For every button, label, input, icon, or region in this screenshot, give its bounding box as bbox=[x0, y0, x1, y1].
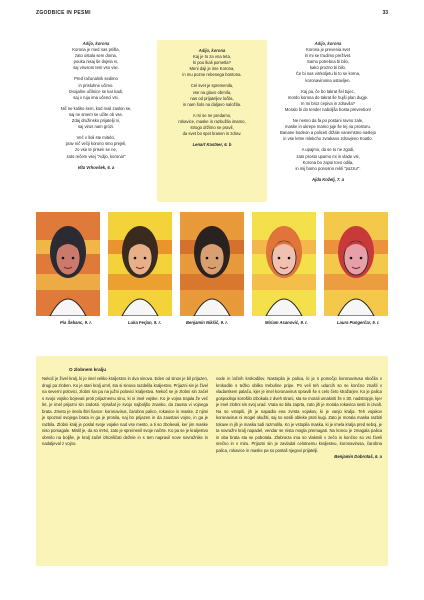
portrait-eye bbox=[360, 257, 363, 260]
portrait-caption: Luka Ferjan, 9. r. bbox=[128, 320, 162, 325]
poem-line: rokavice, maske in razkužila imamo, bbox=[178, 118, 246, 124]
poem-stanza bbox=[268, 147, 388, 171]
poem-line: Cel svet je spremenila, bbox=[190, 83, 234, 89]
poem-title: Adijo, korona bbox=[198, 48, 226, 53]
poem-line: Ne nesno da fa po postani ravno zale, bbox=[292, 118, 364, 124]
poem-line: kako prozno bi bilo. bbox=[309, 65, 347, 71]
poem-line: in vse letne mlekcho zvrakano zdravjeno Koatlo. bbox=[283, 136, 373, 142]
poem-line: saj virus nam grozi. bbox=[77, 124, 115, 130]
poem-title: Adijo, korona bbox=[82, 41, 110, 46]
poem-line: in mu pozne rebenega bontona. bbox=[182, 72, 242, 78]
poem-line: ki pou lkali pometla? bbox=[193, 60, 231, 66]
poem-author: Lenart Kastner, 6. b bbox=[192, 142, 232, 148]
poem-line: In mi broz cepiva in zdravila? bbox=[301, 100, 355, 106]
poem-line: Zdaj družinsko prijatelji ni, bbox=[71, 118, 121, 124]
poem-line: Banane bodeon a policeti držale vanemstno naslejo bbox=[280, 130, 376, 136]
poem-stanza bbox=[268, 47, 388, 84]
portrait-eye bbox=[72, 257, 75, 260]
story-column-2 bbox=[216, 376, 382, 461]
portrait-caption: Pia Šebanc, 9. r. bbox=[60, 320, 92, 325]
poem-stanza bbox=[36, 76, 156, 100]
story-box bbox=[36, 356, 388, 566]
portrait-image bbox=[180, 212, 244, 316]
portrait-gallery bbox=[36, 212, 388, 328]
poem-line: saj virusom tem vso vse. bbox=[73, 65, 119, 71]
portrait-image bbox=[324, 212, 388, 316]
portrait-eye bbox=[134, 257, 137, 260]
poem-line: prav nič večji korono smo prejeli, bbox=[65, 141, 127, 147]
poem-line: saj ne smem se učite ob vse. bbox=[69, 111, 123, 117]
portrait-caption: Benjamin Nikšič, 9. r. bbox=[186, 320, 228, 325]
portrait-eye bbox=[216, 257, 219, 260]
poem-1 bbox=[36, 41, 156, 171]
poem-line: maske in ukrepe mamo juje še tej na prostoru. bbox=[285, 124, 371, 130]
poem-line: in prisluhne učimo. bbox=[78, 82, 114, 88]
story-text: vode in lačnih krokodilov. Nastopila je palica, ki je s pomočjo koronavirusa skočila v krokodile s težko obliko trebušne pripe. Po veli teh udarcih so se končno znašli v vladarskem palaču, kjer je imel koronavirus opravili še s celo četo stražarjev. Ko je palica gospodinja korošilo izbokala z dveh strani, sta se morali umakniti že v 30. nadstropje, kjer je imel zlobni sin svoj urad. Vrata so bila zaprta, zato jih je morala rokavica sesti in izvalt. Na so vstopili, jih je napadla ena zvrsta vojakov, ki je vanjo kralja. Teh vojakov koronavirus ni mogel okužiti, saj so nosili obleke proti kugi. Zato je morala maska razbiti tokave in jih je maska tudi razmolila. Ko je vstopila maska, ki je imela kralja pred seboj, je ta sovražni kralj napadel, vendar se nista mogla premagati. Na koncu je zmagala palica in oba brata sta se pobotala. Zlobneza ima so vlakmili v zečo in končno so vsi živeli srečno in v miru. Prijazni sin je zavladal celotnemu kraljestvu, koronavirusa, čarobna palica, rokavice in maske pa so postali njegovi prijatelji. bbox=[216, 376, 382, 453]
poem-author: Ajda Koželj, 7. a bbox=[312, 176, 344, 182]
poem-line: Korona je med nas prišla, bbox=[72, 47, 120, 53]
poem-line: Če bi nas virrkoljetu bi to se korna, bbox=[295, 71, 361, 77]
poem-line: mordo korona do takrat še hujši plan dugje. bbox=[287, 94, 369, 100]
poem-line: zato ostala sem doma, bbox=[74, 53, 118, 59]
poem-line: Izvajalne učilnice se kar kadi, bbox=[68, 88, 124, 94]
poem-line: Kaj je to za vna teta, bbox=[193, 54, 231, 60]
portrait-eye bbox=[206, 257, 209, 260]
poem-stanza bbox=[36, 106, 156, 130]
poem-stanza bbox=[268, 89, 388, 113]
poem-line: Kaj pa, če bo takrat šel tujec, bbox=[301, 88, 355, 94]
poem-line: zo vse te prisen se ne, bbox=[75, 147, 117, 153]
poem-line: Meni daji je ime Korona, bbox=[189, 66, 235, 72]
poem-3 bbox=[268, 41, 388, 183]
poem-line: in nam šolo na daljavo naložila. bbox=[182, 101, 242, 107]
poem-line: A upajmo, da se to ne zgodi, bbox=[301, 147, 355, 153]
page-header bbox=[36, 10, 388, 20]
poem-line: strogo držimo se pravil, bbox=[190, 125, 234, 131]
poem-stanza bbox=[268, 118, 388, 142]
poem-line: Pred računalnik sedimo bbox=[74, 76, 118, 82]
poem-stanza bbox=[36, 47, 156, 71]
poem-line: in mij bomo ponosno rekli "pozzu!". bbox=[295, 165, 361, 171]
portrait-eye bbox=[144, 257, 147, 260]
poem-line: vse na glavo obrnila, bbox=[192, 89, 232, 95]
portrait-image bbox=[108, 212, 172, 316]
story-title: O zlobnem kralju bbox=[69, 367, 107, 372]
poem-line: zato rečem vsej "Adijo, korona!" bbox=[66, 153, 126, 159]
poem-stanza bbox=[157, 83, 267, 107]
portrait-image bbox=[36, 212, 100, 316]
poem-stanza bbox=[36, 135, 156, 159]
poem-line: Korona bo zapoi tovo odila, bbox=[302, 159, 354, 165]
portrait-image bbox=[252, 212, 316, 316]
poem-line: zato prosto upamo mi in vlade vsi, bbox=[296, 153, 360, 159]
story-author: Benjamin Dobrotaš, 6. a bbox=[334, 454, 382, 459]
portrait-eye bbox=[62, 257, 65, 260]
poem-line: Korona je prevenia svet bbox=[306, 47, 350, 53]
portrait-eye bbox=[278, 257, 281, 260]
poem-line: Nič ne koliko sem, kod mali zaslon se, bbox=[60, 105, 132, 111]
portrait-caption: Miriam Asanović, 9. r. bbox=[265, 320, 308, 325]
poem-line: saj v ruju ima učenci vsi. bbox=[73, 94, 119, 100]
poem-line: Več v šoli ste mitelci, bbox=[76, 135, 116, 141]
story-column-1: Nekoč je živel kralj, ki je imel veliko kraljestvo in dva sinova. Eden od sinov je bil prijazen, drugi pa zloben. Ko je stari kralj umrl, sta si sinova razdelila kraljestvo. Prijazni sin je živel na severni polovici, zlobni sin pa na južni polovici kraljestva. Nekoč se je zlobni sin začel s svojo vojsko bojevati proti prijaznemu sinu, ki ni imel vojske. Ko je vojna trajala že več let, je imel prijazni sin zadosti. Vprašal je svojo najboljšo znanko, da zausta vi vojnega brata. Zmeto je imela štiri fiance: koronavirus, čarobno palico, rokavice in maske. Z njimi je spoznal svojega brata in ga je prosila, naj bo prijazen in da zaustavi vojno, in ga je razbila. Zlobni kralj je poslal svoje vojake nad vse mesto, a ti so zbolevali, ker jim maske niso pomagale. Mislil je, da so mrtvi, zato je spremenil svoje načrte. Ko pa se je kraljestvo obrnilo na boljše, je kralj začel izkoriščati dežele in s tem napravil nove sovražnike in nadaljeval z vojno. bbox=[42, 376, 208, 446]
poem-line: Samo potrebna bi bilo, bbox=[307, 59, 349, 65]
section-title: ZGODBICE IN PESMI bbox=[36, 10, 91, 16]
page-number: 33 bbox=[382, 10, 388, 16]
poem-line: nas od prijateljev ločila, bbox=[190, 95, 234, 101]
poem-2 bbox=[157, 40, 267, 202]
poem-line: Moralo bi do tender naboljša bosta prevention! bbox=[284, 106, 372, 112]
poem-author: Vita Vrhovšek, 6. a bbox=[77, 164, 115, 170]
portrait-caption: Laura Pungerčar, 9. r. bbox=[337, 320, 380, 325]
poem-line: da svet bo spet krasen in zdrav. bbox=[182, 131, 242, 137]
poem-stanza bbox=[157, 54, 267, 78]
poem-line: A mi se ne predamo, bbox=[192, 112, 232, 118]
poem-stanza bbox=[157, 113, 267, 137]
poem-line: in mi se trudimo preživet. bbox=[304, 53, 352, 59]
poem-title: Adijo, korona bbox=[314, 41, 342, 46]
poem-line: pouka nisaj še dojela ni, bbox=[73, 59, 119, 65]
portrait-eye bbox=[350, 257, 353, 260]
poem-line: koronavirusna ustavljen. bbox=[305, 77, 351, 83]
portrait-eye bbox=[288, 257, 291, 260]
